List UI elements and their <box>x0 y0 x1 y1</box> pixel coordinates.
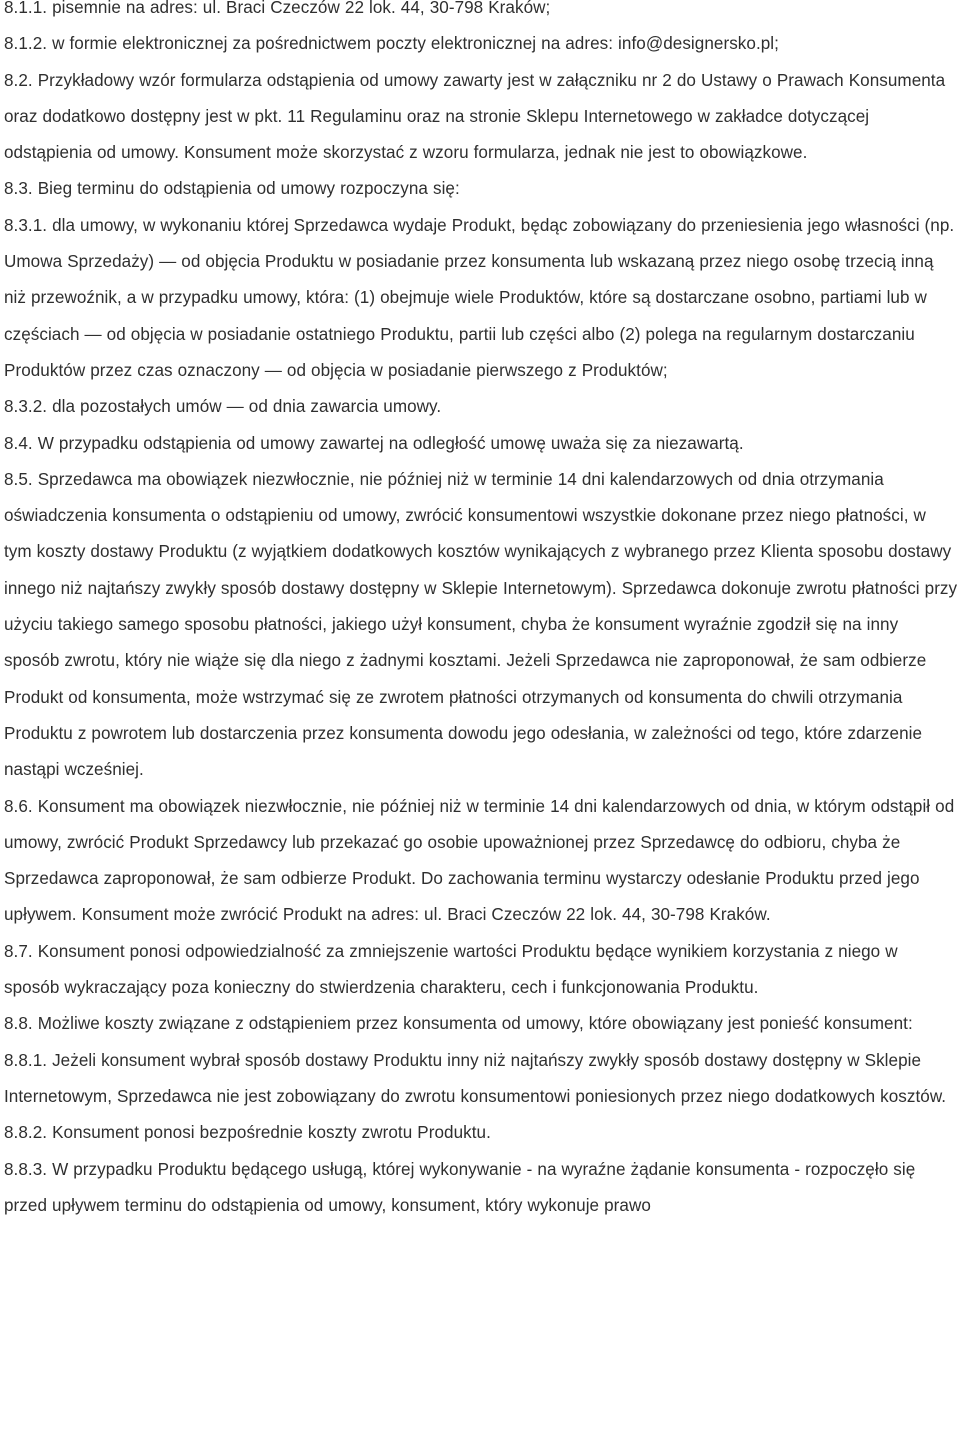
paragraph-8-4: 8.4. W przypadku odstąpienia od umowy zawartej na odległość umowę uważa się za niezawartą. <box>4 433 744 453</box>
paragraph-8-7: 8.7. Konsument ponosi odpowiedzialność za zmniejszenie wartości Produktu będące wynikiem korzystania z niego w sposób wykraczający poza konieczny do stwierdzenia charakteru, cech i funkcjonowania Produktu. <box>4 941 898 998</box>
document-body <box>4 0 958 1224</box>
paragraph-8-6: 8.6. Konsument ma obowiązek niezwłocznie, nie później niż w terminie 14 dni kalendarzowych od dnia, w którym odstąpił od umowy, zwrócić Produkt Sprzedawcy lub przekazać go osobie upoważnionej przez Sprzedawcę do odbioru, chyba że Sprzedawca zaproponował, że sam odbierze Produkt. Do zachowania terminu wystarczy odesłanie Produktu przed jego upływem. Konsument może zwrócić Produkt na adres: ul. Braci Czeczów 22 lok. 44, 30-798 Kraków. <box>4 796 955 925</box>
paragraph-8-5: 8.5. Sprzedawca ma obowiązek niezwłocznie, nie później niż w terminie 14 dni kalendarzowych od dnia otrzymania oświadczenia konsumenta o odstąpieniu od umowy, zwrócić konsumentowi wszystkie dokonane przez niego płatności, w tym koszty dostawy Produktu (z wyjątkiem dodatkowych kosztów wynikających z wybranego przez Klienta sposobu dostawy innego niż najtańszy zwykły sposób dostawy dostępny w Sklepie Internetowym). Sprzedawca dokonuje zwrotu płatności przy użyciu takiego samego sposobu płatności, jakiego użył konsument, chyba że konsument wyraźnie zgodził się na inny sposób zwrotu, który nie wiąże się dla niego z żadnymi kosztami. Jeżeli Sprzedawca nie zaproponował, że sam odbierze Produkt od konsumenta, może wstrzymać się ze zwrotem płatności otrzymanych od konsumenta do chwili otrzymania Produktu z powrotem lub dostarczenia przez konsumenta dowodu jego odesłania, w zależności od tego, które zdarzenie nastąpi wcześniej. <box>4 469 958 780</box>
paragraph-8-3: 8.3. Bieg terminu do odstąpienia od umowy rozpoczyna się: <box>4 179 460 199</box>
paragraph-8-8-3: 8.8.3. W przypadku Produktu będącego usługą, której wykonywanie - na wyraźne żądanie konsumenta - rozpoczęło się przed upływem terminu do odstąpienia od umowy, konsument, który wykonuje prawo <box>4 1159 916 1215</box>
paragraph-8-8-2: 8.8.2. Konsument ponosi bezpośrednie koszty zwrotu Produktu. <box>4 1123 491 1143</box>
paragraph-8-3-1: 8.3.1. dla umowy, w wykonaniu której Sprzedawca wydaje Produkt, będąc zobowiązany do przeniesienia jego własności (np. Umowa Sprzedaży) — od objęcia Produktu w posiadanie przez konsumenta lub wskazaną przez niego osobę trzecią inną niż przewoźnik, a w przypadku umowy, która: (1) obejmuje wiele Produktów, które są dostarczane osobno, partiami lub w częściach — od objęcia w posiadanie ostatniego Produktu, partii lub części albo (2) polega na regularnym dostarczaniu Produktów przez czas oznaczony — od objęcia w posiadanie pierwszego z Produktów; <box>4 215 955 380</box>
paragraph-8-1-2: 8.1.2. w formie elektronicznej za pośrednictwem poczty elektronicznej na adres: info@designersko.pl; <box>4 34 779 54</box>
paragraph-8-8-1: 8.8.1. Jeżeli konsument wybrał sposób dostawy Produktu inny niż najtańszy zwykły sposób dostawy dostępny w Sklepie Internetowym, Sprzedawca nie jest zobowiązany do zwrotu konsumentowi poniesionych przez niego dodatkowych kosztów. <box>4 1050 947 1106</box>
paragraph-8-1-1: 8.1.1. pisemnie na adres: ul. Braci Czeczów 22 lok. 44, 30-798 Kraków; <box>4 0 551 17</box>
paragraph-8-3-2: 8.3.2. dla pozostałych umów — od dnia zawarcia umowy. <box>4 397 442 417</box>
paragraph-8-2: 8.2. Przykładowy wzór formularza odstąpienia od umowy zawarty jest w załączniku nr 2 do Ustawy o Prawach Konsumenta oraz dodatkowo dostępny jest w pkt. 11 Regulaminu oraz na stronie Sklepu Internetowego w zakładce dotyczącej odstąpienia od umowy. Konsument może skorzystać z wzoru formularza, jednak nie jest to obowiązkowe. <box>4 70 946 163</box>
paragraph-8-8: 8.8. Możliwe koszty związane z odstąpieniem przez konsumenta od umowy, które obowiązany jest ponieść konsument: <box>4 1014 913 1034</box>
